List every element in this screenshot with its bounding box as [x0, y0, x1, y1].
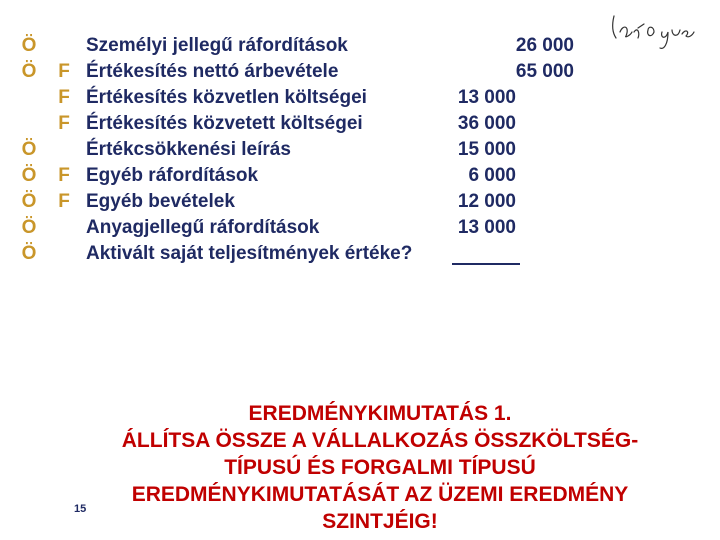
item-value: 13 000: [457, 87, 516, 108]
item-value: 15 000: [457, 139, 516, 160]
item-value: 65 000: [515, 61, 574, 82]
item-value: 36 000: [457, 113, 516, 134]
list-item: [0, 241, 720, 267]
item-label: Egyéb bevételek: [86, 191, 235, 212]
list-item: [0, 215, 720, 241]
item-value: 13 000: [457, 217, 516, 238]
list-item: [0, 33, 720, 59]
list-item: [0, 163, 720, 189]
list-item: [0, 85, 720, 111]
title-line: EREDMÉNYKIMUTATÁSÁT AZ ÜZEMI EREDMÉNY: [131, 483, 629, 506]
cost-type-marker: Ö: [21, 35, 37, 56]
function-type-marker: F: [58, 113, 70, 134]
list-item: [0, 137, 720, 163]
function-type-marker: F: [58, 61, 70, 82]
title-line: ÁLLÍTSA ÖSSZE A VÁLLALKOZÁS ÖSSZKÖLTSÉG-: [121, 429, 639, 452]
title-line: TÍPUSÚ ÉS FORGALMI TÍPUSÚ: [224, 456, 536, 479]
cost-type-marker: Ö: [21, 61, 37, 82]
item-label: Anyagjellegű ráfordítások: [86, 217, 320, 238]
list-item: [0, 189, 720, 215]
title-line: SZINTJÉIG!: [322, 510, 438, 533]
function-type-marker: F: [58, 87, 70, 108]
item-label: Egyéb ráfordítások: [86, 165, 259, 186]
item-value: 26 000: [515, 35, 574, 56]
cost-type-marker: Ö: [21, 139, 37, 160]
function-type-marker: F: [58, 165, 70, 186]
list-item: [0, 59, 720, 85]
item-label: Személyi jellegű ráfordítások: [86, 35, 348, 56]
item-value: 12 000: [457, 191, 516, 212]
cost-type-marker: Ö: [21, 165, 37, 186]
item-value: 6 000: [468, 165, 516, 186]
page-number: 15: [74, 503, 87, 515]
item-label: Értékcsökkenési leírás: [86, 139, 291, 160]
title-line: EREDMÉNYKIMUTATÁS 1.: [248, 402, 512, 425]
list-item: [0, 111, 720, 137]
item-label: Értékesítés közvetett költségei: [86, 113, 363, 134]
cost-type-marker: Ö: [21, 191, 37, 212]
item-label: Értékesítés közvetlen költségei: [86, 87, 367, 108]
function-type-marker: F: [58, 191, 70, 212]
cost-type-marker: Ö: [21, 243, 37, 264]
item-label: Értékesítés nettó árbevétele: [86, 61, 339, 82]
item-label: Aktivált saját teljesítmények értéke?: [86, 243, 413, 264]
cost-type-marker: Ö: [21, 217, 37, 238]
task-title: [60, 400, 700, 535]
answer-blank[interactable]: [452, 241, 520, 265]
